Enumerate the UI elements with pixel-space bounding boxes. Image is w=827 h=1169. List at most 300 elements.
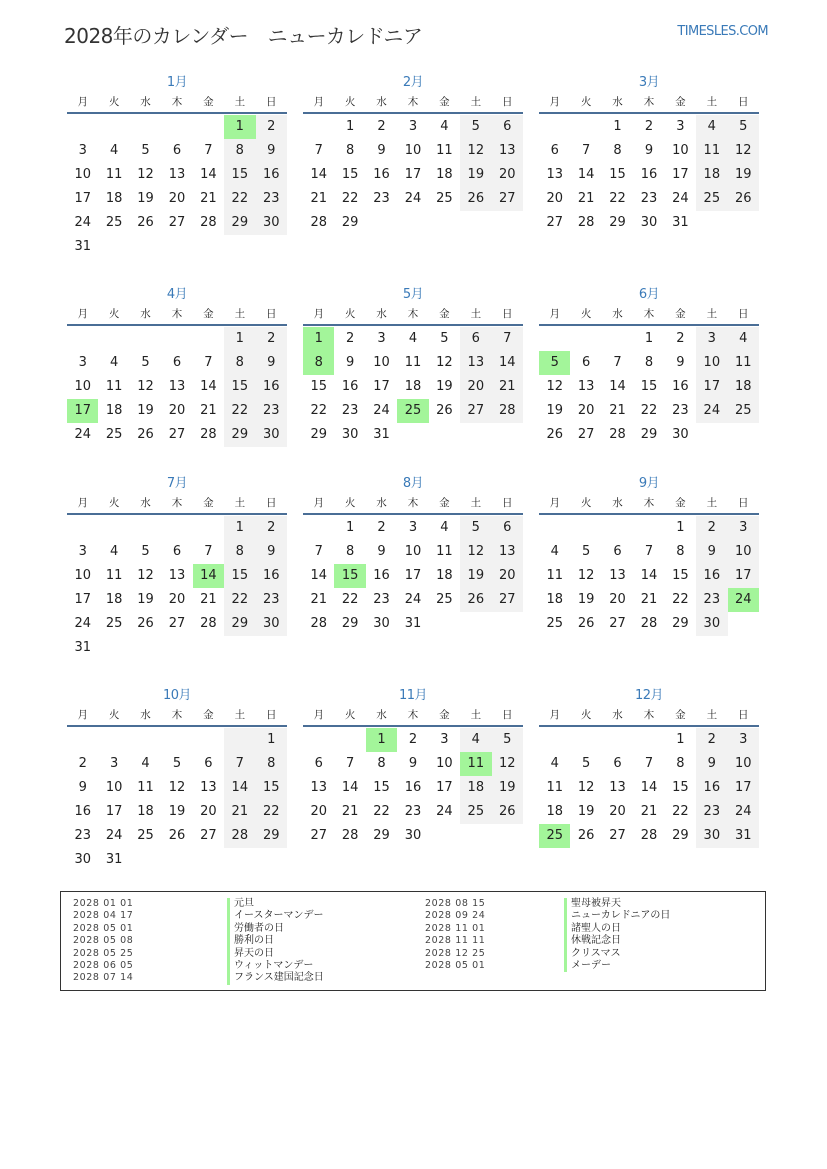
day-cell: 24: [696, 399, 727, 423]
day-cell: 21: [492, 375, 523, 399]
day-cell: 29: [341, 215, 359, 230]
weekday-label: 金: [203, 308, 214, 320]
day-cell: 19: [728, 163, 759, 187]
day-cell: 17: [74, 191, 91, 206]
day-cell: 9: [696, 752, 727, 776]
day-cell: 12: [728, 139, 759, 163]
day-cell: 14: [577, 167, 595, 182]
day-cell: 15: [672, 568, 689, 583]
day-cell: [303, 728, 334, 752]
weekday-label: 火: [580, 96, 592, 108]
weekday-label: 水: [612, 709, 623, 721]
day-cell: 5: [581, 756, 591, 771]
day-cell: 27: [492, 187, 523, 211]
weekday-label: 日: [737, 96, 749, 108]
day-cell: 19: [492, 776, 523, 800]
day-grid: [303, 327, 523, 447]
day-cell: 7: [224, 752, 255, 776]
weekday-label: 木: [171, 497, 183, 509]
day-cell: 23: [640, 191, 658, 206]
day-cell: 17: [74, 592, 91, 607]
day-cell: 9: [676, 355, 685, 370]
day-cell: [303, 516, 334, 540]
day-cell: [193, 728, 224, 752]
weekday-label: 日: [265, 497, 277, 509]
holiday-date: 2028 05 08: [73, 935, 134, 947]
day-cell: 7: [204, 544, 213, 559]
day-cell: 3: [78, 143, 87, 158]
day-cell: 4: [109, 355, 119, 370]
day-cell: 19: [436, 379, 453, 394]
day-cell: 23: [256, 399, 287, 423]
day-cell: 30: [256, 423, 287, 447]
day-cell: 3: [408, 520, 418, 535]
day-grid: [539, 327, 759, 447]
day-cell: 26: [137, 616, 154, 631]
day-cell: 22: [672, 804, 689, 819]
month-block: [67, 687, 287, 872]
day-cell: 1: [224, 516, 255, 540]
day-cell: 9: [377, 544, 386, 559]
day-cell: 20: [492, 163, 523, 187]
day-cell: 10: [74, 167, 91, 182]
day-cell: 30: [696, 824, 727, 848]
day-cell: 22: [373, 804, 390, 819]
month-title: 5月: [402, 287, 424, 302]
holiday-date: 2028 11 01: [425, 922, 486, 934]
day-cell: 17: [728, 776, 759, 800]
day-cell: 16: [256, 564, 287, 588]
day-cell: 12: [460, 540, 491, 564]
day-cell: 8: [613, 143, 622, 158]
weekday-label: 木: [643, 497, 655, 509]
day-cell: 25: [105, 215, 123, 230]
weekday-label: 土: [706, 308, 718, 320]
day-cell: 1: [676, 732, 685, 747]
day-cell: 6: [613, 544, 622, 559]
day-cell: 2: [345, 331, 355, 346]
holiday-date: 2028 05 25: [73, 947, 134, 959]
month-title: 6月: [638, 287, 660, 302]
day-cell: 12: [577, 568, 595, 583]
holiday-day-cell: 17: [67, 399, 98, 423]
day-cell: [161, 115, 192, 139]
day-cell: 19: [137, 592, 154, 607]
weekday-header: [539, 493, 759, 515]
day-cell: 8: [345, 544, 355, 559]
weekday-label: 水: [376, 308, 387, 320]
day-cell: 13: [460, 351, 491, 375]
day-cell: 12: [546, 379, 563, 394]
day-cell: 25: [728, 399, 759, 423]
weekday-label: 金: [439, 709, 450, 721]
weekday-label: 木: [643, 308, 655, 320]
day-cell: 16: [341, 379, 359, 394]
day-cell: 7: [492, 327, 523, 351]
holiday-day-cell: 25: [539, 824, 570, 848]
weekday-label: 月: [77, 497, 88, 509]
day-cell: 30: [696, 612, 727, 636]
day-cell: 23: [373, 592, 390, 607]
day-cell: 11: [546, 568, 563, 583]
day-cell: 24: [672, 191, 689, 206]
day-cell: 11: [137, 780, 154, 795]
day-cell: [303, 115, 334, 139]
day-cell: 10: [672, 143, 689, 158]
weekday-label: 木: [171, 308, 183, 320]
day-cell: 28: [200, 215, 217, 230]
day-cell: 9: [377, 143, 386, 158]
day-cell: 6: [172, 544, 182, 559]
day-cell: 17: [672, 167, 689, 182]
day-cell: 27: [546, 215, 563, 230]
day-cell: 27: [609, 616, 626, 631]
holiday-date: 2028 06 05: [73, 959, 134, 971]
day-cell: 12: [137, 379, 154, 394]
day-cell: 26: [492, 800, 523, 824]
weekday-header: [67, 493, 287, 515]
day-cell: 22: [224, 187, 255, 211]
day-cell: 28: [200, 616, 217, 631]
day-cell: 2: [676, 331, 685, 346]
holiday-day-cell: 8: [303, 351, 334, 375]
day-cell: 26: [728, 187, 759, 211]
day-cell: 26: [577, 616, 595, 631]
day-cell: 30: [341, 427, 359, 442]
day-cell: 20: [310, 804, 327, 819]
weekday-label: 木: [407, 308, 419, 320]
day-cell: 4: [141, 756, 150, 771]
day-cell: 16: [256, 375, 287, 399]
day-cell: 25: [696, 187, 727, 211]
weekday-label: 火: [344, 96, 356, 108]
day-cell: 15: [224, 564, 255, 588]
month-block: [67, 475, 287, 660]
day-cell: 16: [672, 379, 689, 394]
weekday-label: 火: [108, 308, 120, 320]
day-cell: 24: [728, 800, 759, 824]
day-cell: [570, 115, 601, 139]
day-cell: 16: [256, 163, 287, 187]
weekday-label: 金: [439, 308, 450, 320]
weekday-label: 火: [580, 497, 592, 509]
day-cell: [161, 327, 192, 351]
weekday-label: 月: [313, 709, 324, 721]
day-cell: [570, 728, 601, 752]
day-cell: 16: [640, 167, 658, 182]
month-title: 2月: [402, 75, 424, 90]
day-cell: [633, 516, 664, 540]
holiday-name: イースターマンデー: [227, 910, 324, 922]
day-cell: 18: [137, 804, 154, 819]
day-cell: 2: [78, 756, 87, 771]
day-cell: [539, 728, 570, 752]
day-cell: 11: [105, 379, 123, 394]
day-cell: 14: [341, 780, 359, 795]
day-cell: [193, 327, 224, 351]
day-cell: 30: [373, 616, 390, 631]
weekday-label: 火: [108, 497, 120, 509]
day-cell: [224, 728, 255, 752]
day-cell: 24: [105, 828, 123, 843]
weekday-label: 水: [376, 709, 387, 721]
day-cell: 10: [696, 351, 727, 375]
day-cell: 26: [137, 215, 154, 230]
month-block: [539, 475, 759, 636]
day-cell: 22: [640, 403, 658, 418]
month-block: [539, 74, 759, 235]
day-grid: [303, 115, 523, 235]
day-cell: 18: [105, 403, 123, 418]
weekday-label: 土: [706, 96, 718, 108]
day-cell: 8: [224, 351, 255, 375]
day-cell: 3: [377, 331, 386, 346]
day-cell: 28: [640, 616, 658, 631]
weekday-label: 水: [140, 308, 151, 320]
day-cell: 18: [460, 776, 491, 800]
day-cell: 9: [644, 143, 654, 158]
weekday-label: 木: [407, 709, 419, 721]
day-cell: 20: [609, 804, 626, 819]
weekday-label: 水: [612, 308, 623, 320]
weekday-header: [303, 705, 523, 727]
holiday-date: 2028 05 01: [425, 959, 486, 971]
day-cell: 11: [404, 355, 422, 370]
day-cell: [161, 516, 192, 540]
day-cell: 10: [728, 752, 759, 776]
day-cell: 29: [672, 828, 689, 843]
day-cell: 10: [105, 780, 123, 795]
day-cell: 4: [440, 520, 449, 535]
day-cell: 27: [577, 427, 595, 442]
day-cell: 20: [492, 564, 523, 588]
day-cell: 28: [341, 828, 359, 843]
day-cell: 11: [546, 780, 563, 795]
day-cell: 16: [74, 804, 91, 819]
weekday-label: 月: [77, 308, 88, 320]
day-cell: 12: [577, 780, 595, 795]
weekday-header: [539, 304, 759, 326]
day-cell: 26: [546, 427, 563, 442]
holiday-day-cell: 11: [460, 752, 491, 776]
holiday-name: ウィットマンデー: [227, 960, 324, 972]
weekday-label: 月: [77, 96, 88, 108]
weekday-label: 日: [265, 96, 277, 108]
day-cell: 29: [373, 828, 390, 843]
day-cell: 6: [172, 355, 182, 370]
day-cell: 21: [640, 592, 658, 607]
day-cell: 29: [609, 215, 626, 230]
day-cell: 2: [256, 327, 287, 351]
weekday-label: 火: [344, 497, 356, 509]
day-cell: 31: [672, 215, 689, 230]
weekday-label: 月: [313, 308, 324, 320]
day-cell: 23: [74, 828, 91, 843]
day-cell: 22: [341, 191, 359, 206]
day-cell: 10: [728, 540, 759, 564]
day-cell: 4: [728, 327, 759, 351]
day-cell: 6: [314, 756, 323, 771]
day-grid: [303, 516, 523, 636]
day-cell: 30: [672, 427, 689, 442]
day-cell: 24: [373, 403, 390, 418]
day-cell: 25: [460, 800, 491, 824]
day-cell: 31: [74, 239, 91, 254]
day-cell: [98, 728, 129, 752]
day-cell: 25: [105, 616, 123, 631]
day-cell: 4: [460, 728, 491, 752]
day-cell: 15: [310, 379, 327, 394]
day-cell: 25: [546, 616, 563, 631]
day-cell: 6: [492, 115, 523, 139]
day-cell: 14: [310, 167, 327, 182]
weekday-label: 日: [265, 709, 277, 721]
day-cell: [130, 728, 161, 752]
month-title: 10月: [162, 688, 192, 703]
holiday-date: 2028 09 24: [425, 910, 486, 922]
weekday-label: 金: [203, 96, 214, 108]
day-cell: 20: [168, 403, 186, 418]
day-cell: 23: [696, 800, 727, 824]
day-cell: 29: [310, 427, 327, 442]
day-cell: 5: [728, 115, 759, 139]
weekday-label: 土: [234, 497, 246, 509]
day-cell: 11: [696, 139, 727, 163]
day-cell: 30: [256, 211, 287, 235]
weekday-label: 日: [737, 709, 749, 721]
day-grid: [67, 728, 287, 872]
day-cell: 7: [644, 756, 654, 771]
day-grid: [539, 728, 759, 848]
legend-right-dates: [425, 898, 485, 972]
day-cell: 18: [546, 592, 563, 607]
day-grid: [67, 115, 287, 259]
day-cell: 22: [224, 399, 255, 423]
weekday-label: 日: [737, 308, 749, 320]
day-cell: 9: [256, 540, 287, 564]
month-title: 11月: [398, 688, 428, 703]
weekday-label: 日: [501, 308, 513, 320]
day-cell: 17: [436, 780, 453, 795]
day-cell: 9: [345, 355, 355, 370]
holiday-day-cell: 1: [303, 327, 334, 351]
day-cell: 2: [256, 516, 287, 540]
weekday-label: 金: [675, 709, 686, 721]
month-block: [303, 74, 523, 235]
day-cell: 15: [341, 167, 359, 182]
day-cell: 9: [256, 351, 287, 375]
weekday-label: 火: [344, 709, 356, 721]
weekday-label: 水: [140, 96, 151, 108]
site-brand[interactable]: TIMESLES.COM: [677, 24, 768, 39]
day-cell: 11: [105, 167, 123, 182]
day-cell: 21: [224, 800, 255, 824]
day-cell: 26: [460, 588, 491, 612]
weekday-label: 火: [580, 709, 592, 721]
day-cell: 1: [345, 520, 355, 535]
weekday-label: 土: [234, 96, 246, 108]
day-cell: [633, 728, 664, 752]
day-cell: 29: [640, 427, 658, 442]
day-cell: 4: [109, 143, 119, 158]
day-cell: 7: [204, 355, 213, 370]
weekday-header: [303, 92, 523, 114]
day-cell: 24: [404, 191, 422, 206]
holiday-name: 労働者の日: [227, 923, 324, 935]
day-cell: 21: [200, 191, 217, 206]
day-cell: 30: [640, 215, 658, 230]
day-cell: 18: [696, 163, 727, 187]
day-cell: 26: [168, 828, 186, 843]
day-cell: 15: [609, 167, 626, 182]
weekday-label: 月: [313, 96, 324, 108]
day-cell: 20: [200, 804, 217, 819]
day-cell: [161, 728, 192, 752]
day-grid: [539, 516, 759, 636]
day-cell: 7: [613, 355, 622, 370]
day-cell: 20: [577, 403, 595, 418]
day-cell: 1: [345, 119, 355, 134]
day-cell: [539, 115, 570, 139]
day-cell: [67, 327, 98, 351]
weekday-label: 月: [549, 497, 560, 509]
day-cell: 21: [577, 191, 595, 206]
day-cell: 13: [609, 780, 626, 795]
day-cell: 1: [256, 728, 287, 752]
weekday-label: 金: [439, 96, 450, 108]
weekday-label: 金: [675, 497, 686, 509]
day-cell: 16: [696, 564, 727, 588]
day-grid: [67, 327, 287, 447]
day-cell: 2: [377, 119, 386, 134]
holiday-name: 聖母被昇天: [564, 898, 670, 910]
weekday-label: 日: [737, 497, 749, 509]
weekday-label: 月: [77, 709, 88, 721]
day-cell: 13: [609, 568, 626, 583]
holiday-name: クリスマス: [564, 948, 670, 960]
day-cell: 27: [460, 399, 491, 423]
day-cell: 28: [224, 824, 255, 848]
day-cell: 14: [310, 568, 327, 583]
day-cell: [602, 327, 633, 351]
day-cell: 13: [546, 167, 563, 182]
day-cell: 18: [728, 375, 759, 399]
day-cell: 17: [728, 564, 759, 588]
weekday-label: 金: [675, 308, 686, 320]
month-block: [303, 286, 523, 447]
holiday-legend: [60, 891, 766, 991]
day-cell: 7: [581, 143, 591, 158]
day-cell: 5: [141, 355, 150, 370]
day-cell: 29: [256, 824, 287, 848]
day-cell: 12: [460, 139, 491, 163]
day-cell: 13: [168, 379, 186, 394]
day-cell: 29: [224, 612, 255, 636]
day-cell: 25: [105, 427, 123, 442]
day-cell: 6: [581, 355, 591, 370]
legend-left-names: [227, 898, 324, 985]
day-cell: 9: [256, 139, 287, 163]
day-cell: 28: [310, 616, 327, 631]
day-cell: 31: [105, 852, 123, 867]
day-cell: [67, 115, 98, 139]
day-cell: 4: [440, 119, 449, 134]
day-cell: 19: [137, 191, 154, 206]
day-cell: 6: [172, 143, 182, 158]
month-title: 9月: [638, 476, 660, 491]
day-cell: 6: [550, 143, 559, 158]
day-cell: [67, 516, 98, 540]
